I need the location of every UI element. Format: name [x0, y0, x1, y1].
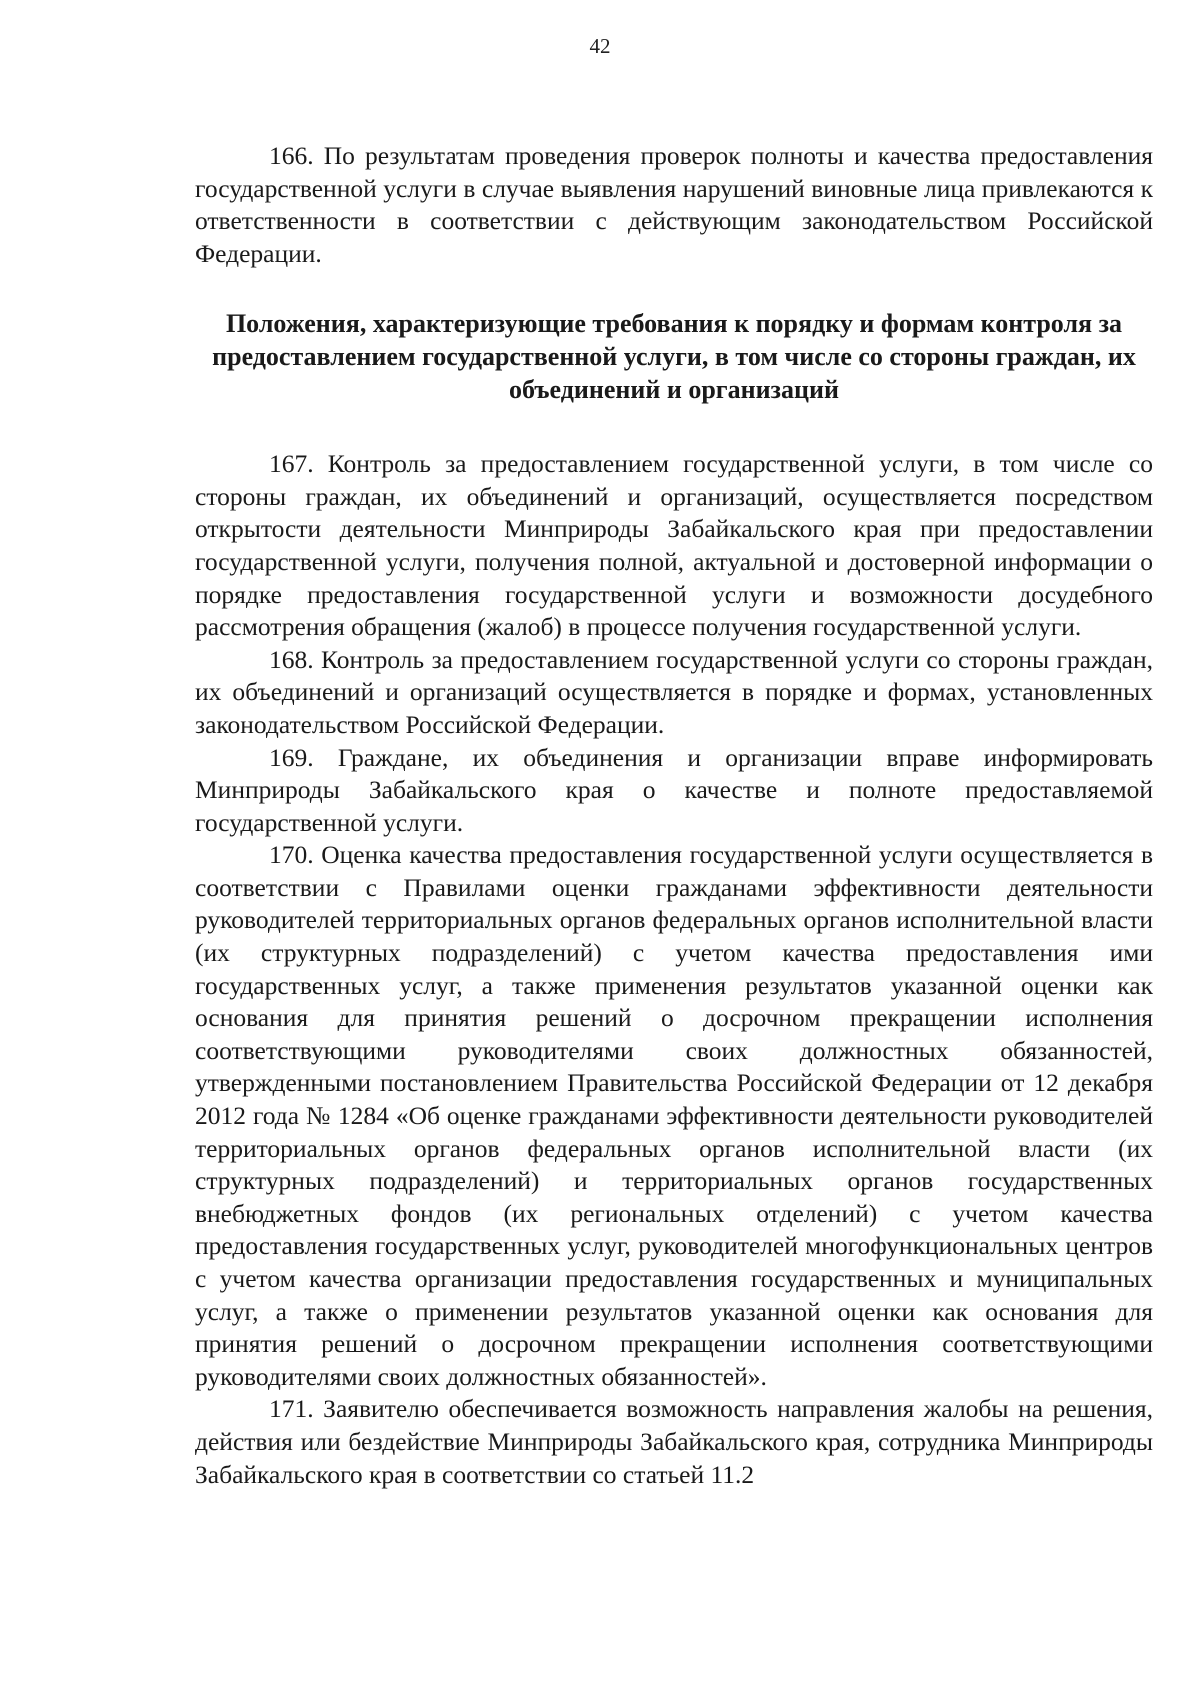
- spacer: [195, 270, 1153, 308]
- paragraph-169: 169. Граждане, их объединения и организации вправе информировать Минприроды Забайкальского края о качестве и полноте предоставляемой государственной услуги.: [195, 742, 1153, 837]
- paragraph-171: 171. Заявителю обеспечивается возможность направления жалобы на решения, действия или бездействие Минприроды Забайкальского края, сотрудника Минприроды Забайкальского края в соответствии со статьей 11.2: [195, 1394, 1153, 1489]
- document-body: [195, 140, 1153, 1491]
- section-heading: Положения, характеризующие требования к порядку и формам контроля за предоставлением государственной услуги, в том числе со стороны граждан, их объединений и организаций: [212, 309, 1136, 404]
- spacer: [195, 406, 1153, 448]
- paragraph-166: 166. По результатам проведения проверок полноты и качества предоставления государственной услуги в случае выявления нарушений виновные лица привлекаются к ответственности в соответствии с действующим законодательством Российской Федерации.: [195, 141, 1153, 268]
- page-number: 42: [589, 34, 611, 58]
- paragraph-170: 170. Оценка качества предоставления государственной услуги осуществляется в соответствии с Правилами оценки гражданами эффективности деятельности руководителей территориальных органов федеральных органов исполнительной власти (их структурных подразделений) с учетом качества предоставления ими государственных услуг, а также применения результатов указанной оценки как основания для принятия решений о досрочном прекращении исполнения соответствующими руководителями своих должностных обязанностей, утвержденными постановлением Правительства Российской Федерации от 12 декабря 2012 года № 1284 «Об оценке гражданами эффективности деятельности руководителей территориальных органов федеральных органов исполнительной власти (их структурных подразделений) и территориальных органов государственных внебюджетных фондов (их региональных отделений) с учетом качества предоставления государственных услуг, руководителей многофункциональных центров с учетом качества организации предоставления государственных и муниципальных услуг, а также о применении результатов указанной оценки как основания для принятия решений о досрочном прекращении исполнения соответствующими руководителями своих должностных обязанностей».: [195, 840, 1153, 1391]
- paragraph-167: 167. Контроль за предоставлением государственной услуги, в том числе со стороны граждан, их объединений и организаций, осуществляется посредством открытости деятельности Минприроды Забайкальского края при предоставлении государственной услуги, получения полной, актуальной и достоверной информации о порядке предоставления государственной услуги и возможности досудебного рассмотрения обращения (жалоб) в процессе получения государственной услуги.: [195, 449, 1153, 642]
- paragraph-168: 168. Контроль за предоставлением государственной услуги со стороны граждан, их объединений и организаций осуществляется в порядке и формах, установленных законодательством Российской Федерации.: [195, 644, 1153, 739]
